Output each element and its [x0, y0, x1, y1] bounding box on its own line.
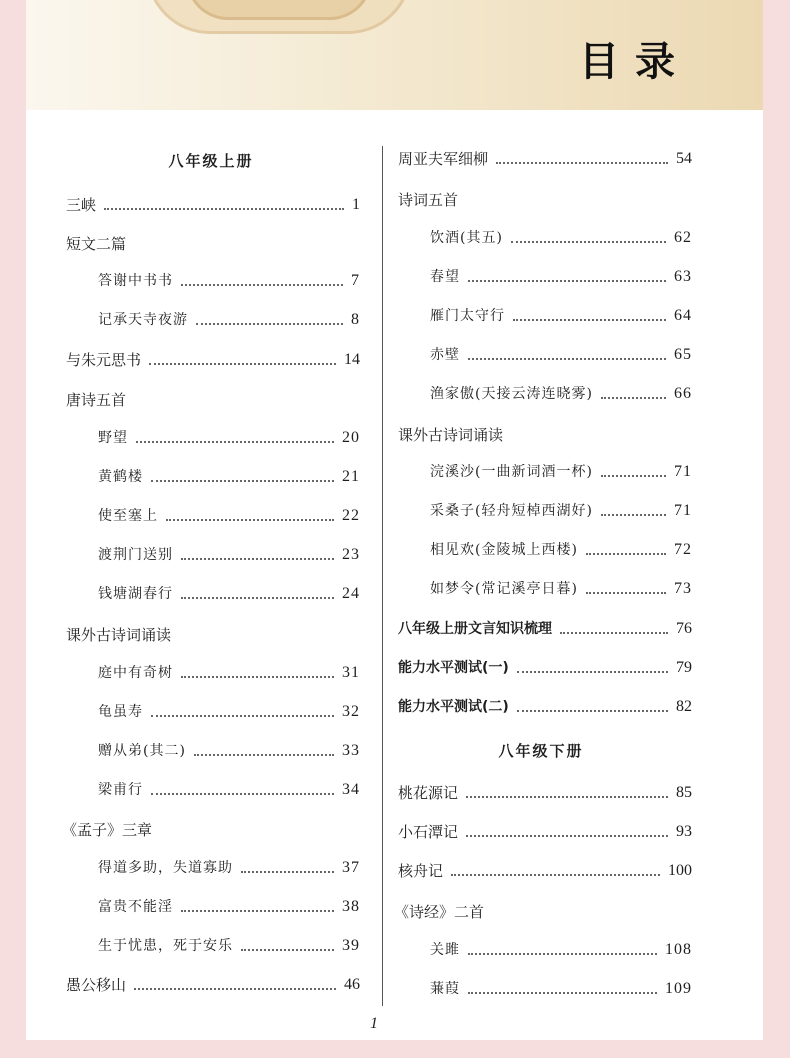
entry-title: 答谢中书书 — [98, 273, 173, 289]
entry-title: 生于忧患，死于安乐 — [98, 938, 233, 954]
entry-page: 33 — [342, 742, 360, 759]
entry-page: 39 — [342, 937, 360, 954]
toc-entry[interactable] — [430, 346, 692, 364]
toc-entry[interactable] — [98, 272, 360, 290]
toc-entry[interactable] — [98, 507, 360, 525]
toc-entry[interactable] — [430, 307, 692, 325]
toc-group-heading: 课外古诗词诵读 — [66, 626, 172, 644]
dot-leader — [149, 363, 336, 365]
dot-leader — [601, 514, 666, 516]
entry-page: 23 — [342, 546, 360, 563]
entry-page: 21 — [342, 468, 360, 485]
dot-leader — [468, 953, 657, 955]
entry-title: 如梦令(常记溪亭日暮) — [430, 581, 578, 597]
toc-entry[interactable] — [398, 784, 692, 802]
dot-leader — [241, 871, 334, 873]
dot-leader — [151, 480, 334, 482]
dot-leader — [181, 558, 334, 560]
dot-leader — [151, 715, 334, 717]
entry-page: 37 — [342, 859, 360, 876]
entry-page: 93 — [676, 823, 692, 840]
entry-title: 庭中有奇树 — [98, 665, 173, 681]
dot-leader — [513, 319, 666, 321]
entry-page: 62 — [674, 229, 692, 246]
entry-page: 79 — [676, 659, 692, 676]
dot-leader — [601, 397, 666, 399]
entry-title: 能力水平测试(二) — [398, 699, 509, 715]
entry-title: 桃花源记 — [398, 784, 459, 802]
dot-leader — [196, 323, 343, 325]
toc-entry[interactable] — [398, 862, 692, 880]
toc-entry[interactable] — [98, 468, 360, 486]
entry-title: 周亚夫军细柳 — [398, 150, 489, 168]
entry-page: 7 — [351, 272, 360, 289]
dot-leader — [511, 241, 666, 243]
entry-page: 109 — [665, 980, 692, 997]
section-heading-grade8-vol1: 八年级上册 — [168, 152, 254, 170]
toc-entry[interactable] — [98, 781, 360, 799]
toc-entry[interactable] — [430, 463, 692, 481]
entry-title: 小石潭记 — [398, 823, 459, 841]
entry-title: 渔家傲(天接云涛连晓雾) — [430, 386, 593, 402]
entry-page: 34 — [342, 781, 360, 798]
toc-entry[interactable] — [430, 580, 692, 598]
entry-title: 核舟记 — [398, 862, 444, 880]
dot-leader — [517, 710, 668, 712]
entry-page: 22 — [342, 507, 360, 524]
toc-entry[interactable] — [398, 698, 692, 716]
entry-page: 82 — [676, 698, 692, 715]
toc-entry[interactable] — [98, 898, 360, 916]
toc-entry[interactable] — [98, 742, 360, 760]
toc-entry[interactable] — [430, 385, 692, 403]
entry-title: 相见欢(金陵城上西楼) — [430, 542, 578, 558]
dot-leader — [466, 835, 668, 837]
entry-page: 85 — [676, 784, 692, 801]
dot-leader — [586, 592, 666, 594]
entry-title: 野望 — [98, 430, 128, 446]
dot-leader — [181, 284, 343, 286]
dot-leader — [468, 358, 666, 360]
entry-page: 24 — [342, 585, 360, 602]
toc-group-heading: 课外古诗词诵读 — [398, 426, 504, 444]
toc-group-heading: 唐诗五首 — [66, 391, 127, 409]
dot-leader — [181, 910, 334, 912]
toc-entry[interactable] — [66, 976, 360, 994]
toc-group-heading: 《诗经》二首 — [394, 903, 485, 921]
entry-title: 与朱元思书 — [66, 351, 142, 369]
entry-page: 73 — [674, 580, 692, 597]
entry-page: 65 — [674, 346, 692, 363]
entry-title: 采桑子(轻舟短棹西湖好) — [430, 503, 593, 519]
dot-leader — [601, 475, 666, 477]
entry-title: 浣溪沙(一曲新词酒一杯) — [430, 464, 593, 480]
entry-title: 钱塘湖春行 — [98, 586, 173, 602]
entry-title: 雁门太守行 — [430, 308, 505, 324]
section-heading-grade8-vol2: 八年级下册 — [498, 742, 584, 760]
entry-title: 黄鹤楼 — [98, 469, 143, 485]
entry-title: 渡荆门送别 — [98, 547, 173, 563]
entry-title: 关雎 — [430, 942, 460, 958]
dot-leader — [451, 874, 660, 876]
entry-page: 1 — [352, 196, 360, 213]
entry-title: 富贵不能淫 — [98, 899, 173, 915]
dot-leader — [466, 796, 668, 798]
entry-page: 71 — [674, 463, 692, 480]
toc-entry[interactable] — [98, 585, 360, 603]
toc-page — [26, 0, 763, 1040]
toc-entry[interactable] — [98, 429, 360, 447]
entry-title: 梁甫行 — [98, 782, 143, 798]
entry-title: 蒹葭 — [430, 981, 460, 997]
entry-page: 38 — [342, 898, 360, 915]
entry-title: 春望 — [430, 269, 460, 285]
entry-page: 108 — [665, 941, 692, 958]
entry-page: 72 — [674, 541, 692, 558]
toc-entry[interactable] — [430, 980, 692, 998]
dot-leader — [241, 949, 334, 951]
dot-leader — [136, 441, 334, 443]
entry-page: 71 — [674, 502, 692, 519]
toc-entry[interactable] — [430, 268, 692, 286]
entry-title: 使至塞上 — [98, 508, 158, 524]
dot-leader — [194, 754, 334, 756]
toc-group-heading: 短文二篇 — [66, 235, 127, 253]
entry-title: 龟虽寿 — [98, 704, 143, 720]
entry-title: 赠从弟(其二) — [98, 743, 186, 759]
entry-title: 愚公移山 — [66, 976, 127, 994]
dot-leader — [468, 280, 666, 282]
entry-page: 46 — [344, 976, 360, 993]
entry-page: 63 — [674, 268, 692, 285]
decorative-ornament-inner — [186, 0, 372, 20]
dot-leader — [586, 553, 666, 555]
page-number: 1 — [370, 1015, 378, 1032]
entry-title: 八年级上册文言知识梳理 — [398, 621, 552, 637]
dot-leader — [496, 162, 668, 164]
toc-entry[interactable] — [430, 502, 692, 520]
dot-leader — [181, 676, 334, 678]
page-title: 目录 — [579, 39, 691, 85]
dot-leader — [151, 793, 334, 795]
entry-title: 得道多助，失道寡助 — [98, 860, 233, 876]
toc-entry[interactable] — [98, 937, 360, 955]
entry-title: 能力水平测试(一) — [398, 660, 509, 676]
entry-title: 三峡 — [66, 196, 97, 214]
entry-title: 记承天寺夜游 — [98, 312, 188, 328]
toc-entry[interactable] — [98, 703, 360, 721]
entry-page: 14 — [344, 351, 360, 368]
entry-page: 100 — [668, 862, 692, 879]
toc-entry[interactable] — [398, 150, 692, 168]
dot-leader — [517, 671, 668, 673]
entry-page: 76 — [676, 620, 692, 637]
toc-entry[interactable] — [66, 351, 360, 369]
dot-leader — [104, 208, 344, 210]
dot-leader — [166, 519, 334, 521]
entry-page: 31 — [342, 664, 360, 681]
toc-entry[interactable] — [98, 859, 360, 877]
dot-leader — [468, 992, 657, 994]
entry-title: 饮酒(其五) — [430, 230, 503, 246]
entry-page: 54 — [676, 150, 692, 167]
toc-entry[interactable] — [98, 664, 360, 682]
entry-page: 20 — [342, 429, 360, 446]
toc-entry[interactable] — [398, 823, 692, 841]
entry-page: 32 — [342, 703, 360, 720]
entry-title: 赤壁 — [430, 347, 460, 363]
toc-entry[interactable] — [430, 229, 692, 247]
toc-entry[interactable] — [398, 620, 692, 638]
dot-leader — [181, 597, 334, 599]
toc-entry[interactable] — [430, 541, 692, 559]
toc-entry[interactable] — [398, 659, 692, 677]
dot-leader — [134, 988, 336, 990]
entry-page: 66 — [674, 385, 692, 402]
toc-group-heading: 诗词五首 — [398, 191, 459, 209]
toc-entry[interactable] — [98, 546, 360, 564]
toc-entry[interactable] — [430, 941, 692, 959]
dot-leader — [560, 632, 668, 634]
toc-entry[interactable] — [98, 311, 360, 329]
toc-entry[interactable] — [66, 196, 360, 214]
toc-group-heading: 《孟子》三章 — [62, 821, 153, 839]
entry-page: 64 — [674, 307, 692, 324]
entry-page: 8 — [351, 311, 360, 328]
header-banner — [26, 0, 763, 110]
column-divider — [382, 146, 383, 1006]
